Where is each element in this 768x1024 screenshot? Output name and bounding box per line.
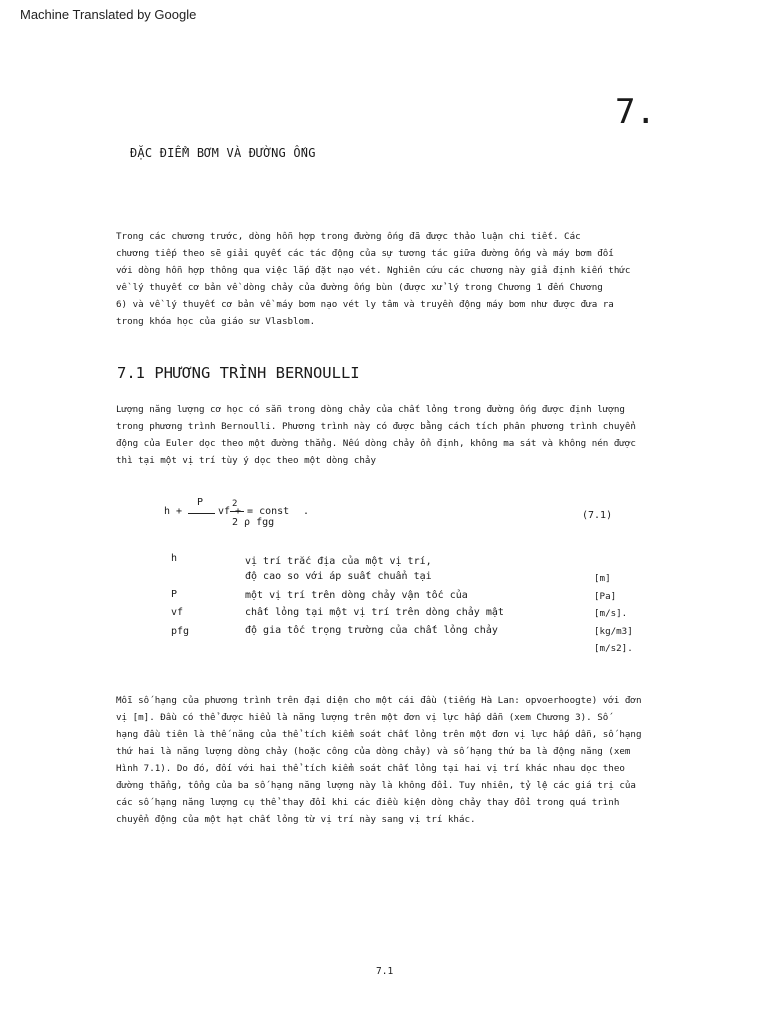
variable-description: một vị trí trên dòng chảy vận tốc của — [245, 590, 468, 601]
variable-symbol: P — [171, 589, 178, 600]
text-line: trong khóa học của giáo sư Vlasblom. — [116, 316, 316, 327]
text-line: với dòng hỗn hợp thông qua việc lắp đặt nạo vét. Nghiên cứu các chương này giả định kiến thức — [116, 265, 631, 276]
equation-period: . — [303, 506, 310, 517]
equation-number: (7.1) — [582, 510, 613, 521]
intro-paragraph — [116, 228, 630, 330]
variable-description: vị trí trắc địa của một vị trí, — [245, 556, 432, 567]
variable-unit: [Pa] — [594, 591, 617, 602]
text-line: hạng đầu tiên là thế năng của thể tích kiểm soát chất lỏng trên một đơn vị lực hấp dẫn, số hạng — [116, 729, 642, 740]
text-line: 6) và về lý thuyết cơ bản về máy bơm nạo vét ly tâm và truyền động máy bơm như được đưa ra — [116, 299, 614, 310]
text-line: đường thẳng, tổng của ba số hạng năng lượng này là không đổi. Tuy nhiên, tỷ lệ các giá trị của — [116, 780, 636, 791]
text-line: thứ hai là năng lượng dòng chảy (hoặc công của dòng chảy) và số hạng thứ ba là động năng (xem — [116, 746, 631, 757]
equation-exponent: 2 — [232, 499, 238, 509]
text-line: Trong các chương trước, dòng hỗn hợp trong đường ống đã được thảo luận chi tiết. Các — [116, 231, 581, 242]
section-heading: 7.1 PHƯƠNG TRÌNH BERNOULLI — [117, 364, 360, 382]
chapter-number: 7. — [615, 92, 656, 132]
text-line: Lượng năng lượng cơ học có sẵn trong dòng chảy của chất lỏng trong đường ống được định lượng — [116, 404, 625, 415]
equation-const: + = const — [235, 506, 290, 517]
text-line: Mỗi số hạng của phương trình trên đại diện cho một cái đầu (tiếng Hà Lan: opvoerhoogte) với đơn — [116, 695, 642, 706]
variable-unit: [m] — [594, 573, 611, 584]
text-line: chuyển động của một hạt chất lỏng từ vị trí này sang vị trí khác. — [116, 814, 476, 825]
text-line: thì tại một vị trí tùy ý dọc theo một dòng chảy — [116, 455, 376, 466]
machine-translation-banner: Machine Translated by Google — [20, 7, 197, 22]
equation-h-term: h + — [164, 506, 183, 517]
section-paragraph — [116, 401, 636, 469]
variable-description: chất lỏng tại một vị trí trên dòng chảy mật — [245, 607, 504, 618]
fraction-bar — [188, 513, 215, 514]
text-line: vị [m]. Đầu có thể được hiểu là năng lượng trên một đơn vị lực hấp dẫn (xem Chương 3). Số — [116, 712, 609, 723]
text-line: Hình 7.1). Do đó, đối với hai thể tích kiểm soát chất lỏng tại hai vị trí khác nhau dọc theo — [116, 763, 625, 774]
variable-description: độ cao so với áp suất chuẩn tại — [245, 571, 432, 582]
text-line: về lý thuyết cơ bản về dòng chảy của đường ống bùn (được xử lý trong Chương 1 đến Chương — [116, 282, 603, 293]
text-line: trong phương trình Bernoulli. Phương trình này có được bằng cách tích phân phương trình chuyển — [116, 421, 636, 432]
chapter-title: ĐẶC ĐIỂM BƠM VÀ ĐƯỜNG ỐNG — [130, 146, 316, 160]
page-number: 7.1 — [376, 966, 394, 977]
equation-denominator: 2 ρ fgg — [232, 517, 275, 528]
text-line: động của Euler dọc theo một đường thẳng. Nếu dòng chảy ổn định, không ma sát và không nén được — [116, 438, 636, 449]
variable-symbol: pfg — [171, 626, 190, 637]
text-line: các số hạng năng lượng cụ thể thay đổi khi các điều kiện dòng chảy thay đổi trong quá trình — [116, 797, 620, 808]
explanation-paragraph — [116, 692, 641, 828]
equation-vf: vf — [218, 506, 231, 517]
variable-symbol: h — [171, 553, 178, 564]
bernoulli-equation — [164, 496, 624, 536]
variable-symbol: vf — [171, 607, 184, 618]
variable-description: độ gia tốc trọng trường của chất lỏng chảy — [245, 625, 498, 636]
equation-numerator-p: P — [197, 497, 204, 508]
variable-unit: [m/s2]. — [594, 643, 633, 654]
variable-unit: [m/s]. — [594, 608, 628, 619]
text-line: chương tiếp theo sẽ giải quyết các tác động của sự tương tác giữa đường ống và máy bơm đối — [116, 248, 614, 259]
variable-unit: [kg/m3] — [594, 626, 633, 637]
